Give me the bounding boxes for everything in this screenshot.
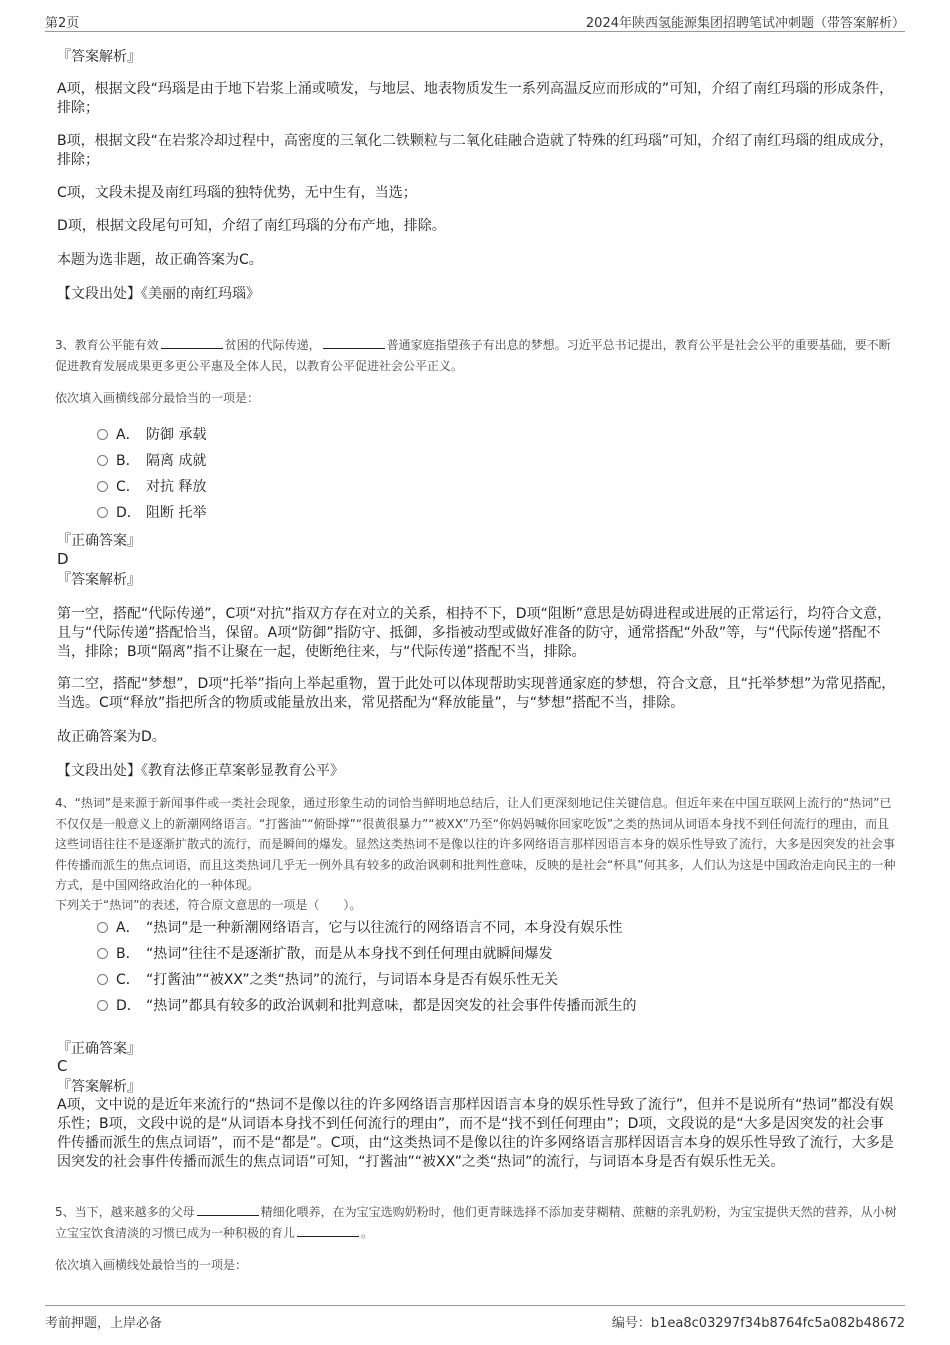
q3-option-d-key: D． (116, 505, 141, 521)
q5-stem (55, 1202, 900, 1243)
q4-option-c-text: “打酱油”“被XX”之类“热词”的流行，与词语本身是否有娱乐性无关 (146, 972, 559, 988)
q3-option-c-text: 对抗 释放 (146, 479, 207, 495)
q5-stem-c: 。 (361, 1225, 374, 1240)
q2-analysis-label: 『答案解析』 (57, 49, 141, 65)
q2-analysis-d: D项，根据文段尾句可知，介绍了南红玛瑙的分布产地，排除。 (57, 218, 446, 234)
page-number: 第2页 (45, 16, 80, 31)
q3-blank-2 (323, 338, 385, 349)
q4-option-a-key: A． (116, 920, 140, 936)
q3-answer: D (57, 550, 69, 568)
radio-icon[interactable] (97, 481, 108, 492)
radio-icon[interactable] (97, 922, 108, 933)
q3-source: 【文段出处】《教育法修正草案彰显教育公平》 (57, 763, 344, 779)
q4-option-d-key: D． (116, 998, 141, 1014)
q3-option-a-key: A． (116, 427, 140, 443)
q3-prompt: 依次填入画横线部分最恰当的一项是： (55, 391, 260, 405)
q4-option-b-key: B． (116, 946, 140, 962)
q4-option-c[interactable] (97, 971, 558, 989)
document-title: 2024年陕西氢能源集团招聘笔试冲刺题（带答案解析） (585, 16, 905, 31)
q3-option-c-key: C． (116, 479, 140, 495)
q3-option-c[interactable] (97, 478, 206, 496)
radio-icon[interactable] (97, 507, 108, 518)
q5-prompt: 依次填入画横线处最恰当的一项是： (55, 1258, 248, 1272)
q3-option-b[interactable] (97, 452, 206, 470)
q2-source: 【文段出处】《美丽的南红玛瑙》 (57, 286, 260, 302)
q5-stem-a: 5、当下，越来越多的父母 (55, 1205, 195, 1219)
q4-answer-label: 『正确答案』 (57, 1041, 141, 1057)
q4-option-a-text: “热词”是一种新潮网络语言，它与以往流行的网络语言不同，本身没有娱乐性 (146, 920, 623, 936)
q5-stem-b: 精细化喂养，在为宝宝选购奶粉时，他们更青睐选择不添加麦芽糊精、蔗糖的亲乳奶粉，为宝宝提供天然的营养，从小树立宝宝饮食清淡的习惯已成为一种积极的育儿 (55, 1205, 897, 1240)
q3-option-b-key: B． (116, 453, 140, 469)
q3-option-d-text: 阻断 托举 (146, 505, 207, 521)
q2-analysis-b: B项，根据文段“在岩浆冷却过程中，高密度的三氧化二铁颗粒与二氧化硅融合造就了特殊的红玛瑙”可知，介绍了南红玛瑙的组成成分，排除； (57, 133, 894, 168)
q3-stem (55, 335, 900, 376)
q3-option-d[interactable] (97, 504, 206, 522)
radio-icon[interactable] (97, 974, 108, 985)
q5-blank-1 (197, 1205, 259, 1216)
q4-option-d-text: “热词”都具有较多的政治讽刺和批判意味，都是因突发的社会事件传播而派生的 (146, 998, 637, 1014)
q4-stem: 4、“热词”是来源于新闻事件或一类社会现象，通过形象生动的词恰当鲜明地总结后，让人们更深刻地记住关键信息。但近年来在中国互联网上流行的“热词”已不仅仅是一般意义上的新潮网络语言。“打酱油”“俯卧撑”“很黄很暴力”“被XX”乃至“你妈妈喊你回家吃饭”之类的热词从词语本身找不到任何流行的理由，而且这些词语往往不是逐渐扩散式的流行，而是瞬间的爆发。显然这类热词不是像以往的许多网络语言那样因语言本身的娱乐性导致了流行，大多是因突发的社会事件传播而派生的焦点词语，而且这类热词几乎无一例外具有较多的政治讽刺和批判性意味，反映的是社会“杯具”何其多，人们认为这是中国政治走向民主的一种方式，是中国网络政治化的一种体现。 (55, 796, 896, 892)
q3-conclusion: 故正确答案为D。 (57, 729, 166, 745)
document-id: 编号：b1ea8c03297f34b8764fc5a082b48672 (611, 1316, 905, 1331)
footer-slogan: 考前押题，上岸必备 (45, 1316, 163, 1331)
q4-analysis-label: 『答案解析』 (57, 1079, 141, 1095)
radio-icon[interactable] (97, 455, 108, 466)
q5-blank-2 (297, 1226, 359, 1237)
footer-divider (45, 1305, 905, 1306)
q3-option-a[interactable] (97, 426, 206, 444)
page-header (45, 12, 905, 32)
q3-option-b-text: 隔离 成就 (146, 453, 207, 469)
q3-analysis-label: 『答案解析』 (57, 572, 141, 588)
q4-answer: C (57, 1057, 68, 1075)
q3-analysis-para1: 第一空，搭配“代际传递”，C项“对抗”指双方存在对立的关系，相持不下，D项“阻断”意思是妨碍进程或进展的正常运行，均符合文意，且与“代际传递”搭配恰当，保留。A项“防御”指防守、抵御，多指被动型或做好准备的防守，通常搭配“外敌”等，与“代际传递”搭配不当，排除；B项“隔离”指不让聚在一起，使断绝往来，与“代际传递”搭配不当，排除。 (57, 606, 892, 660)
q2-conclusion: 本题为选非题，故正确答案为C。 (57, 252, 263, 268)
q4-analysis: A项，文中说的是近年来流行的“热词不是像以往的许多网络语言那样因语言本身的娱乐性导致了流行”，但并不是说所有“热词”都没有娱乐性；B项，文段中说的是“从词语本身找不到任何流行的理由”，而不是“找不到任何理由”；D项，文段说的是“大多是因突发的社会事件传播而派生的焦点词语”，而不是“都是”。C项，由“这类热词不是像以往的许多网络语言那样因语言本身的娱乐性导致了流行，大多是因突发的社会事件传播而派生的焦点词语”可知，“打酱油”“被XX”之类“热词”的流行，与词语本身是否有娱乐性无关。 (57, 1097, 894, 1170)
header-divider (45, 31, 905, 32)
q4-option-d[interactable] (97, 997, 637, 1015)
q4-option-a[interactable] (97, 919, 623, 937)
q3-analysis-para2: 第二空，搭配“梦想”，D项“托举”指向上举起重物，置于此处可以体现帮助实现普通家庭的梦想，符合文意，且“托举梦想”为常见搭配，当选。C项“释放”指把所含的物质或能量放出来，常见搭配为“释放能量”，与“梦想”搭配不当，排除。 (57, 676, 896, 711)
q4-option-b-text: “热词”往往不是逐渐扩散，而是从本身找不到任何理由就瞬间爆发 (146, 946, 553, 962)
q2-analysis-a: A项，根据文段“玛瑙是由于地下岩浆上涌或喷发，与地层、地表物质发生一系列高温反应而形成的”可知，介绍了南红玛瑙的形成条件，排除； (57, 81, 894, 116)
q3-stem-c: 普通家庭指望孩子有出息的梦想。习近平总书记提出，教育公平是社会公平的重要基础，要不断促进教育发展成果更多更公平惠及全体人民，以教育公平促进社会公平正义。 (55, 338, 891, 373)
q2-analysis-c: C项，文段未提及南红玛瑙的独特优势，无中生有，当选； (57, 185, 417, 201)
q3-option-a-text: 防御 承载 (146, 427, 207, 443)
q3-stem-b: 贫困的代际传递， (224, 338, 321, 352)
radio-icon[interactable] (97, 948, 108, 959)
q3-stem-a: 3、教育公平能有效 (55, 338, 159, 352)
q3-blank-1 (161, 338, 223, 349)
radio-icon[interactable] (97, 429, 108, 440)
q4-option-b[interactable] (97, 945, 553, 963)
q3-answer-label: 『正确答案』 (57, 533, 141, 549)
q4-prompt: 下列关于“热词”的表述，符合原文意思的一项是（ ）。 (55, 898, 362, 912)
q4-option-c-key: C． (116, 972, 140, 988)
radio-icon[interactable] (97, 1000, 108, 1011)
